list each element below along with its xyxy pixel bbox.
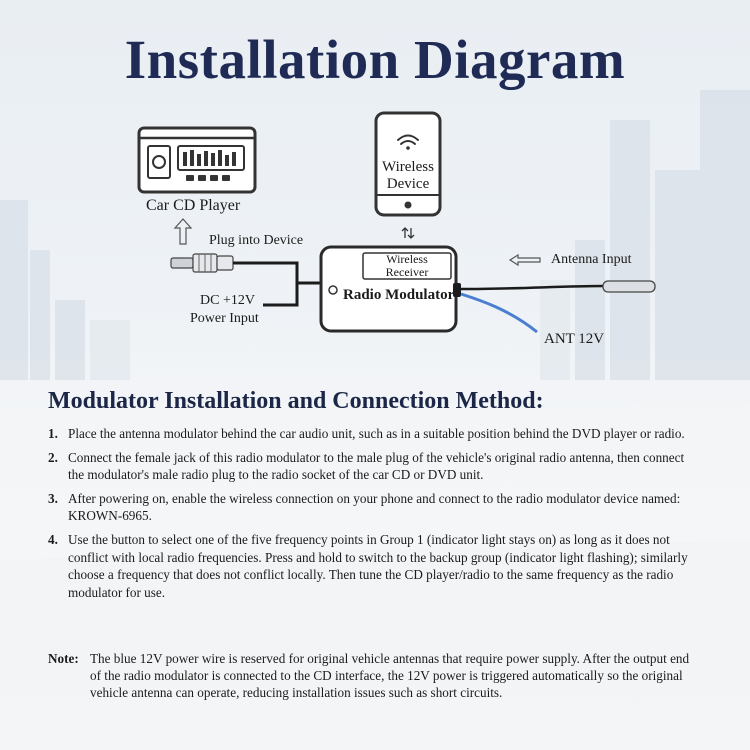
antenna-input-label: Antenna Input xyxy=(551,252,632,267)
step-text: Connect the female jack of this radio modulator to the male plug of the vehicle's original radio antenna, then connect the modulator's male radio plug to the radio socket of the car CD or DVD unit. xyxy=(68,449,685,483)
note xyxy=(48,650,698,702)
car-cd-player-icon xyxy=(139,128,255,192)
step-1 xyxy=(48,425,688,443)
wireless-receiver-label-line2: Receiver xyxy=(385,265,429,279)
step-text: After powering on, enable the wireless connection on your phone and connect to the radio modulator device named: KROWN-6965. xyxy=(68,490,681,524)
ant-12v-label: ANT 12V xyxy=(544,331,605,347)
dc-12v-label: DC +12V xyxy=(200,293,255,308)
step-number: 2. xyxy=(48,449,58,465)
step-2 xyxy=(48,449,688,484)
note-label: Note: xyxy=(48,651,79,666)
installation-steps xyxy=(48,425,688,607)
step-text: Place the antenna modulator behind the car audio unit, such as in a suitable position behind the DVD player or radio. xyxy=(68,426,685,441)
bidirectional-arrow-icon xyxy=(402,228,414,238)
wireless-receiver-label-line1: Wireless xyxy=(386,252,428,266)
step-3 xyxy=(48,490,688,525)
step-4 xyxy=(48,531,688,601)
up-arrow-icon xyxy=(175,219,191,244)
step-number: 3. xyxy=(48,490,58,506)
wireless-device-label-line2: Device xyxy=(386,176,430,192)
plug-into-device-label: Plug into Device xyxy=(209,233,304,248)
wireless-device-label-line1: Wireless xyxy=(382,159,434,175)
blue-12v-wire xyxy=(461,294,537,332)
antenna-connector-icon xyxy=(603,281,655,292)
car-cd-player-label: Car CD Player xyxy=(146,197,241,214)
note-text: The blue 12V power wire is reserved for original vehicle antennas that require power supply. After the output end of the radio modulator is connected to the CD interface, the 12V power is triggered automatically so the original vehicle antenna can operate, reducing installation issues such as short circuits. xyxy=(90,651,690,701)
step-number: 1. xyxy=(48,426,58,441)
left-arrow-icon xyxy=(510,255,540,265)
section-heading: Modulator Installation and Connection Method: xyxy=(48,388,544,414)
step-text: Use the button to select one of the five frequency points in Group 1 (indicator light stays on) as long as it does not conflict with local radio frequencies. Press and hold to switch to the backup group (indicator light flashing); similarly choose a frequency that does not conflict locally. Then tune the CD player/radio to the same frequency as the radio modulator for use. xyxy=(68,531,688,600)
step-number: 4. xyxy=(48,531,58,547)
power-input-label: Power Input xyxy=(190,311,259,326)
radio-modulator-label: Radio Modulator xyxy=(343,287,455,303)
page-title: Installation Diagram xyxy=(124,29,626,90)
male-plug-icon xyxy=(171,254,233,272)
